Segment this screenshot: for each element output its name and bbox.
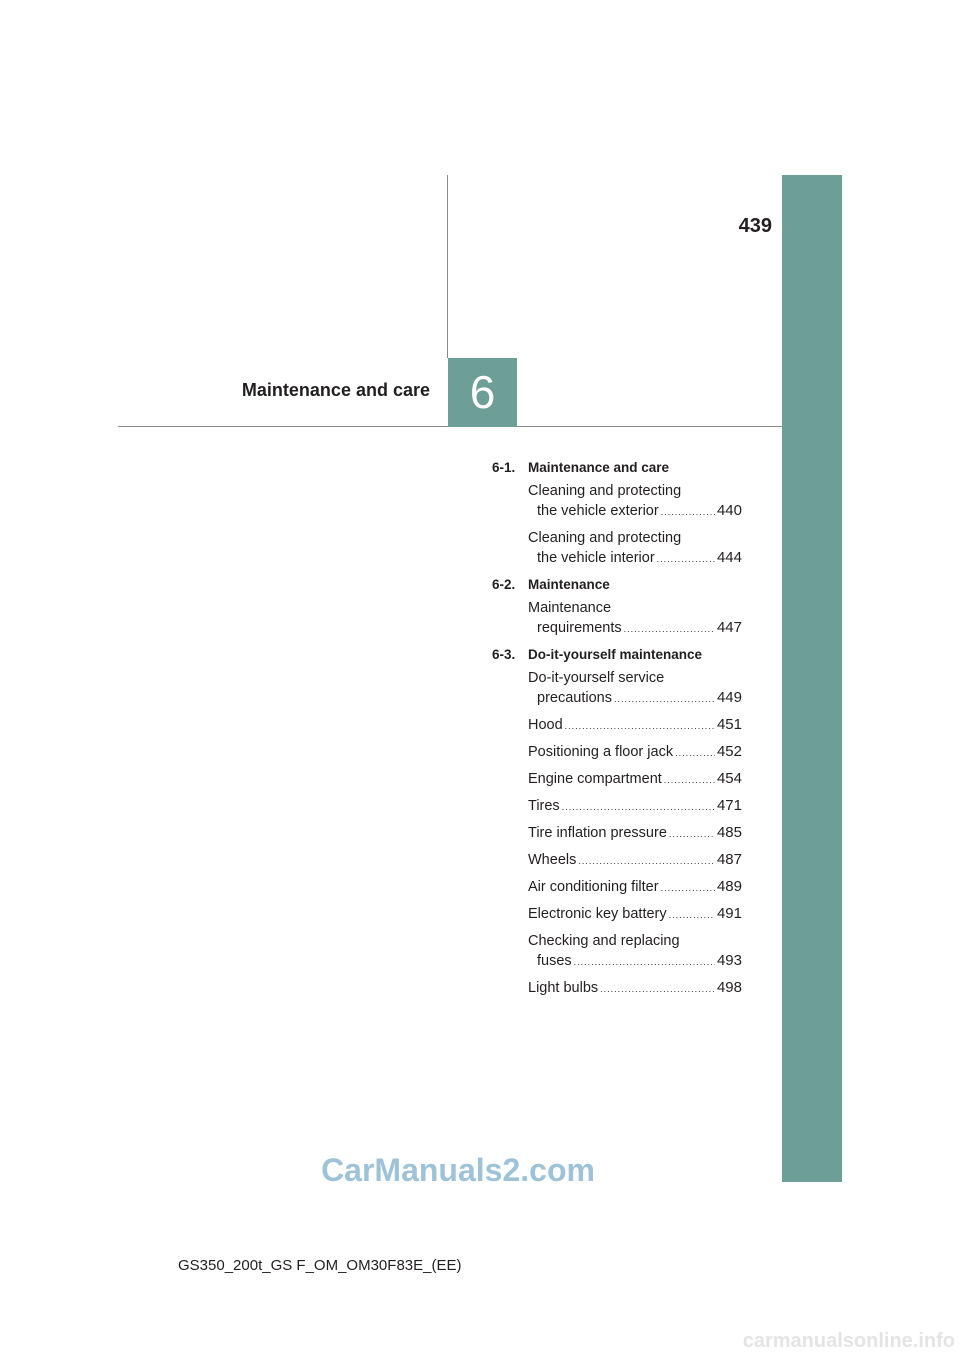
entry-label: Checking and replacing xyxy=(528,933,680,949)
dot-leader xyxy=(675,743,715,763)
entry-label: Engine compartment xyxy=(528,771,662,787)
entry-page-number: 487 xyxy=(716,851,742,868)
entry-label: Tire inflation pressure xyxy=(528,825,667,841)
entry-label: Cleaning and protecting xyxy=(528,483,682,499)
dot-leader xyxy=(661,502,715,522)
toc-entry[interactable] xyxy=(528,877,742,898)
vertical-rule xyxy=(447,175,448,358)
site-watermark: carmanualsonline.info xyxy=(742,1330,955,1352)
toc-entry[interactable] xyxy=(528,769,742,790)
toc-entry[interactable] xyxy=(528,904,742,925)
chapter-number: 6 xyxy=(469,366,496,418)
entry-page-number: 498 xyxy=(716,979,742,996)
dot-leader xyxy=(562,797,715,817)
chapter-title: Maintenance and care xyxy=(241,380,430,400)
dot-leader xyxy=(661,878,715,898)
toc-entry[interactable] xyxy=(528,850,742,871)
entry-label: Light bulbs xyxy=(528,980,599,996)
dot-leader xyxy=(578,851,715,871)
section-title: Do-it-yourself maintenance xyxy=(528,647,703,662)
dot-leader xyxy=(600,979,715,999)
toc-entry[interactable] xyxy=(528,668,742,709)
document-code-footer: GS350_200t_GS F_OM_OM30F83E_(EE) xyxy=(178,1257,462,1274)
dot-leader xyxy=(657,549,715,569)
table-of-contents xyxy=(492,460,742,1005)
chapter-side-tab xyxy=(782,175,842,1182)
toc-entry[interactable] xyxy=(528,481,742,522)
entry-page-number: 493 xyxy=(716,952,742,969)
entry-page-number: 452 xyxy=(716,743,742,760)
entry-label: Tires xyxy=(528,798,560,814)
entry-page-number: 489 xyxy=(716,878,742,895)
toc-entry[interactable] xyxy=(528,931,742,972)
entry-label: the vehicle interior xyxy=(537,550,655,566)
toc-entry[interactable] xyxy=(528,715,742,736)
entry-page-number: 440 xyxy=(716,502,742,519)
entry-page-number: 491 xyxy=(716,905,742,922)
entry-page-number: 451 xyxy=(716,716,742,733)
entry-label: Wheels xyxy=(528,852,577,868)
section-number: 6-2. xyxy=(492,577,516,592)
entry-label: the vehicle exterior xyxy=(537,503,659,519)
entry-label: Cleaning and protecting xyxy=(528,530,682,546)
entry-label: requirements xyxy=(537,620,622,636)
toc-section-heading[interactable] xyxy=(492,647,742,662)
toc-entry[interactable] xyxy=(528,823,742,844)
section-number: 6-1. xyxy=(492,460,516,475)
toc-section-heading[interactable] xyxy=(492,460,742,475)
entry-page-number: 485 xyxy=(716,824,742,841)
section-title: Maintenance xyxy=(528,577,610,592)
toc-entry[interactable] xyxy=(528,978,742,999)
toc-entry[interactable] xyxy=(528,598,742,639)
toc-entry[interactable] xyxy=(528,528,742,569)
dot-leader xyxy=(614,689,715,709)
dot-leader xyxy=(624,619,715,639)
entry-label: precautions xyxy=(537,690,612,706)
toc-entry[interactable] xyxy=(528,742,742,763)
entry-label: Hood xyxy=(528,717,563,733)
chapter-number-box xyxy=(448,358,517,427)
dot-leader xyxy=(664,770,715,790)
entry-page-number: 447 xyxy=(716,619,742,636)
entry-label: Do-it-yourself service xyxy=(528,670,665,686)
watermark-logo: CarManuals2.com xyxy=(321,1152,595,1188)
entry-page-number: 471 xyxy=(716,797,742,814)
toc-section-heading[interactable] xyxy=(492,577,742,592)
section-title: Maintenance and care xyxy=(528,460,670,475)
dot-leader xyxy=(574,952,715,972)
entry-label: Positioning a floor jack xyxy=(528,744,674,760)
dot-leader xyxy=(669,824,715,844)
dot-leader xyxy=(565,716,715,736)
section-number: 6-3. xyxy=(492,647,516,662)
entry-label: Air conditioning filter xyxy=(528,879,659,895)
entry-page-number: 444 xyxy=(716,549,742,566)
toc-entry[interactable] xyxy=(528,796,742,817)
page-number: 439 xyxy=(738,215,772,237)
entry-label: Electronic key battery xyxy=(528,906,667,922)
entry-page-number: 449 xyxy=(716,689,742,706)
entry-label: fuses xyxy=(537,953,572,969)
entry-label: Maintenance xyxy=(528,600,612,616)
dot-leader xyxy=(669,905,715,925)
entry-page-number: 454 xyxy=(716,770,742,787)
